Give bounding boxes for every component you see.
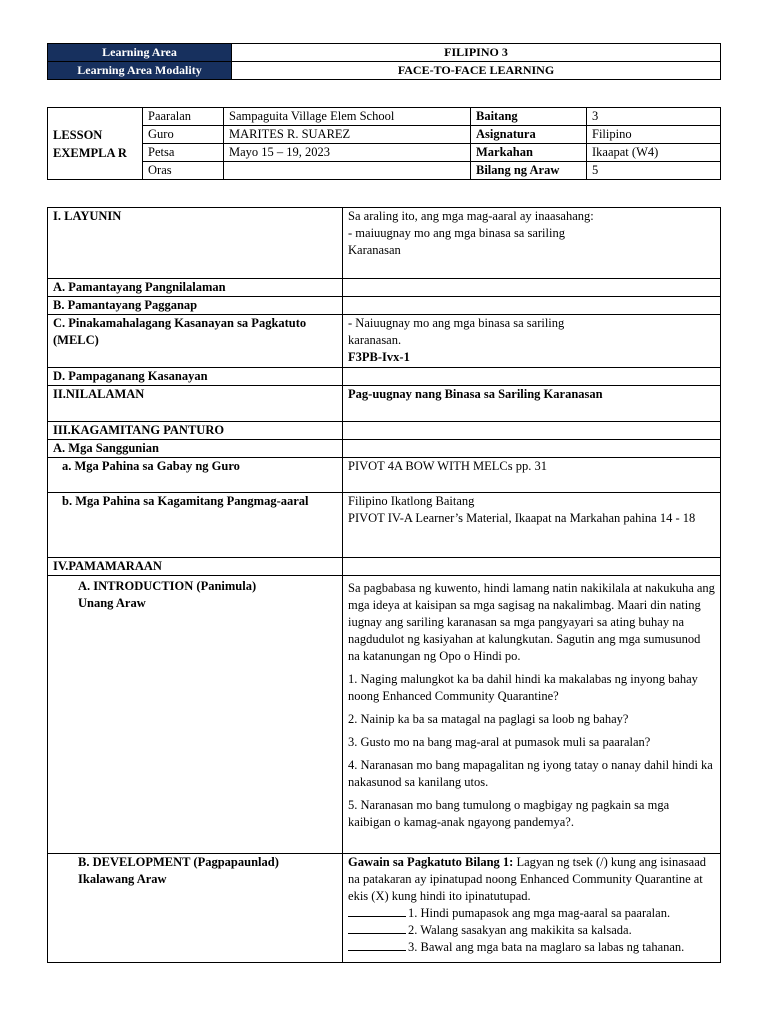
gawain-item-text: 3. Bawal ang mga bata na maglaro sa labas ng tahanan. (408, 940, 685, 954)
kagamitang-mag-aaral-content (343, 493, 721, 558)
introduction-paragraph: Sa pagbabasa ng kuwento, hindi lamang natin nakikilala at nakukuha ang mga ideya at kaisipan sa mga sagisag na nakalimbag. Maari din nating iugnay ang sariling karanasan sa mga pangyayari sa ating buhay na nagdudulot ng kasiyahan at kalungkutan. Sagutin ang mga sumusunod na katanungan ng Opo o Hindi po. (348, 581, 715, 663)
nilalaman-label: II.NILALAMAN (48, 386, 343, 422)
gawain-title: Gawain sa Pagkatuto Bilang 1: (348, 855, 514, 869)
pamamaraan-row (48, 558, 721, 576)
learning-area-table (47, 43, 721, 80)
answer-blank (348, 922, 406, 934)
nilalaman-row (48, 386, 721, 422)
gawain-item-text: 1. Hindi pumapasok ang mga mag-aaral sa paaralan. (408, 906, 671, 920)
sanggunian-label: A. Mga Sanggunian (48, 440, 343, 458)
info-row (48, 126, 721, 144)
info-label-2: Markahan (471, 144, 587, 162)
gabay-value: PIVOT 4A BOW WITH MELCs pp. 31 (343, 458, 721, 493)
development-label: B. DEVELOPMENT (Pagpapaunlad) (78, 855, 279, 869)
pampaganang-label: D. Pampaganang Kasanayan (48, 368, 343, 386)
learning-area-value: FILIPINO 3 (232, 44, 721, 62)
info-label-2: Bilang ng Araw (471, 162, 587, 180)
melc-line: - Naiuugnay mo ang mga binasa sa sariling (348, 316, 565, 330)
layunin-line: - maiuugnay mo ang mga binasa sa sariling (348, 226, 565, 240)
pagganap-row (48, 297, 721, 315)
introduction-label-cell (48, 576, 343, 854)
pangnilalaman-row (48, 279, 721, 297)
development-row (48, 854, 721, 963)
introduction-day: Unang Araw (78, 596, 146, 610)
info-value-2: 5 (587, 162, 721, 180)
melc-row (48, 315, 721, 368)
info-label: Paaralan (143, 108, 224, 126)
gawain-item-text: 2. Walang sasakyan ang makikita sa kalsada. (408, 923, 632, 937)
kagamitang-label: III.KAGAMITANG PANTURO (48, 422, 343, 440)
layunin-line: Sa araling ito, ang mga mag-aaral ay inaasahang: (348, 209, 594, 223)
info-label-2: Asignatura (471, 126, 587, 144)
pagganap-label: B. Pamantayang Pagganap (48, 297, 343, 315)
reference-line: PIVOT IV-A Learner’s Material, Ikaapat na Markahan pahina 14 - 18 (348, 511, 696, 525)
answer-blank (348, 905, 406, 917)
info-value: Mayo 15 – 19, 2023 (224, 144, 471, 162)
info-row (48, 108, 721, 126)
lesson-exemplar-label: LESSON EXEMPLA R (48, 108, 143, 180)
kagamitang-row (48, 422, 721, 440)
info-value-2: 3 (587, 108, 721, 126)
development-content (343, 854, 721, 963)
kagamitang-mag-aaral-row (48, 493, 721, 558)
gawain-text: Lagyan ng tsek (/) kung ang isinasaad na patakaran ay ipinatupad noong Enhanced Community Quarantine at ekis (X) kung hindi ito ipinatutupad. (348, 855, 706, 903)
info-value: MARITES R. SUAREZ (224, 126, 471, 144)
question-item: 5. Naranasan mo bang tumulong o magbigay ng pagkain sa mga kaibigan o kamag-anak ngayong pandemya?. (348, 798, 670, 829)
melc-line: karanasan. (348, 333, 402, 347)
modality-label: Learning Area Modality (48, 62, 232, 80)
modality-value: FACE-TO-FACE LEARNING (232, 62, 721, 80)
layunin-row (48, 208, 721, 279)
introduction-label: A. INTRODUCTION (Panimula) (78, 579, 257, 593)
answer-blank (348, 939, 406, 951)
sanggunian-row (48, 440, 721, 458)
melc-code: F3PB-Ivx-1 (348, 350, 410, 364)
lesson-plan-table (47, 207, 721, 963)
layunin-label: I. LAYUNIN (48, 208, 343, 279)
development-day: Ikalawang Araw (78, 872, 167, 886)
melc-label: C. Pinakamahalagang Kasanayan sa Pagkatuto (MELC) (48, 315, 343, 368)
pamamaraan-label: IV.PAMAMARAAN (48, 558, 343, 576)
question-item: 1. Naging malungkot ka ba dahil hindi ka makalabas ng inyong bahay noong Enhanced Community Quarantine? (348, 672, 698, 703)
pampaganang-row (48, 368, 721, 386)
gawain-item (348, 922, 715, 939)
learning-area-label: Learning Area (48, 44, 232, 62)
info-row (48, 162, 721, 180)
learning-area-row (48, 44, 721, 62)
lesson-info-table (47, 107, 721, 180)
reference-line: Filipino Ikatlong Baitang (348, 494, 475, 508)
nilalaman-value: Pag-uugnay nang Binasa sa Sariling Karanasan (343, 386, 721, 422)
info-value (224, 162, 471, 180)
gabay-label: a. Mga Pahina sa Gabay ng Guro (48, 458, 343, 493)
info-label: Guro (143, 126, 224, 144)
info-row (48, 144, 721, 162)
info-label-2: Baitang (471, 108, 587, 126)
question-item: 3. Gusto mo na bang mag-aral at pumasok muli sa paaralan? (348, 735, 651, 749)
gawain-item (348, 905, 715, 922)
modality-row (48, 62, 721, 80)
kagamitang-mag-aaral-label: b. Mga Pahina sa Kagamitang Pangmag-aaral (48, 493, 343, 558)
gabay-row (48, 458, 721, 493)
gawain-item (348, 939, 715, 956)
question-item: 4. Naranasan mo bang mapagalitan ng iyong tatay o nanay dahil hindi ka nakasunod sa kanilang utos. (348, 758, 713, 789)
info-value-2: Ikaapat (W4) (587, 144, 721, 162)
introduction-row (48, 576, 721, 854)
melc-content (343, 315, 721, 368)
info-label: Oras (143, 162, 224, 180)
gawain-instructions (348, 854, 715, 905)
introduction-content (343, 576, 721, 854)
info-value-2: Filipino (587, 126, 721, 144)
development-label-cell (48, 854, 343, 963)
pangnilalaman-label: A. Pamantayang Pangnilalaman (48, 279, 343, 297)
question-item: 2. Nainip ka ba sa matagal na paglagi sa loob ng bahay? (348, 712, 629, 726)
layunin-content (343, 208, 721, 279)
info-label: Petsa (143, 144, 224, 162)
info-value: Sampaguita Village Elem School (224, 108, 471, 126)
layunin-line: Karanasan (348, 243, 401, 257)
